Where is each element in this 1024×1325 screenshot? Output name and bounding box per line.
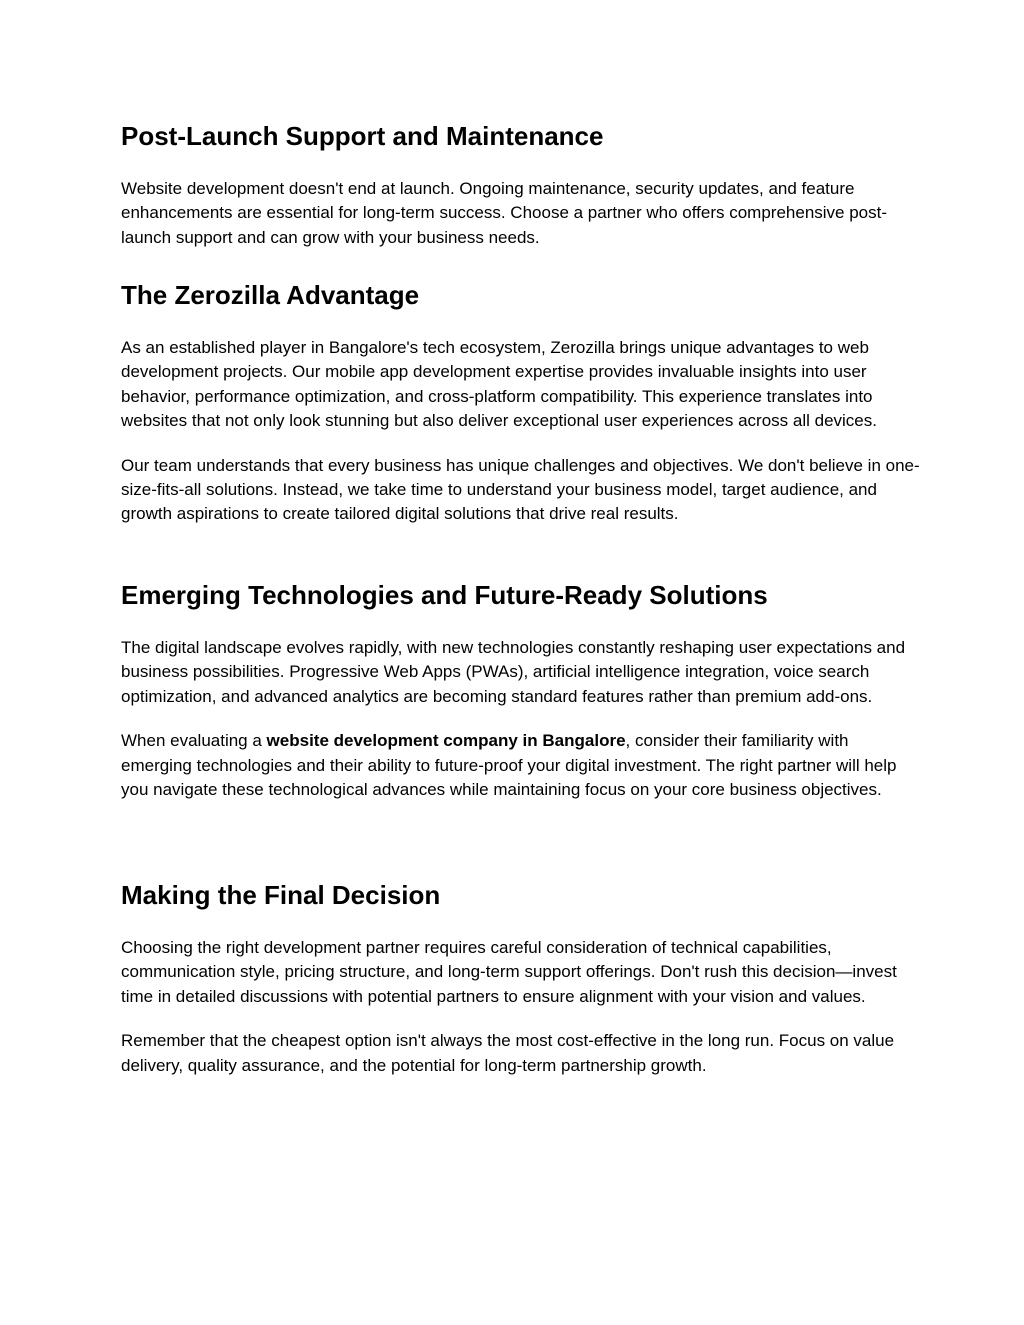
section-paragraph: Choosing the right development partner requires careful consideration of technical capabilities, communication style, pricing structure, and long-term support offerings. Don't rush this decision—invest time in detailed discussions with potential partners to ensure alignment with your vision and values.: [121, 938, 897, 1006]
section-zerozilla-advantage: [121, 279, 921, 527]
section-paragraph: Our team understands that every business has unique challenges and objectives. We don't believe in one-size-fits-all solutions. Instead, we take time to understand your business model, target audience, and growth aspirations to create tailored digital solutions that drive real results.: [121, 455, 920, 524]
bold-keyword: website development company in Bangalore: [266, 731, 626, 751]
section-emerging-technologies: [121, 579, 921, 802]
section-final-decision: [121, 879, 921, 1078]
section-paragraph: Website development doesn't end at launch. Ongoing maintenance, security updates, and feature enhancements are essential for long-term success. Choose a partner who offers comprehensive post-launch support and can grow with your business needs.: [121, 179, 888, 247]
section-paragraph: Remember that the cheapest option isn't always the most cost-effective in the long run. Focus on value delivery, quality assurance, and the potential for long-term partnership growth.: [121, 1031, 895, 1075]
section-heading: Emerging Technologies and Future-Ready Solutions: [121, 580, 768, 610]
section-heading: Post-Launch Support and Maintenance: [121, 121, 604, 151]
section-heading: The Zerozilla Advantage: [121, 280, 420, 310]
section-heading: Making the Final Decision: [121, 880, 441, 910]
section-paragraph-evaluation: [121, 729, 921, 802]
section-paragraph: The digital landscape evolves rapidly, with new technologies constantly reshaping user expectations and business possibilities. Progressive Web Apps (PWAs), artificial intelligence integration, voice search optimization, and advanced analytics are becoming standard features rather than premium add-ons.: [121, 638, 906, 706]
paragraph-text: When evaluating a: [121, 731, 267, 751]
section-paragraph: As an established player in Bangalore's tech ecosystem, Zerozilla brings unique advantages to web development projects. Our mobile app development expertise provides invaluable insights into user behavior, performance optimization, and cross-platform compatibility. This experience translates into websites that not only look stunning but also deliver exceptional user experiences across all devices.: [121, 338, 877, 431]
paragraph-text: , consider their familiarity with emerging technologies and their ability to future-proof your digital investment. The right partner will help you navigate these technological advances while maintaining focus on your core business objectives.: [121, 731, 897, 800]
section-post-launch-support: [121, 120, 921, 250]
